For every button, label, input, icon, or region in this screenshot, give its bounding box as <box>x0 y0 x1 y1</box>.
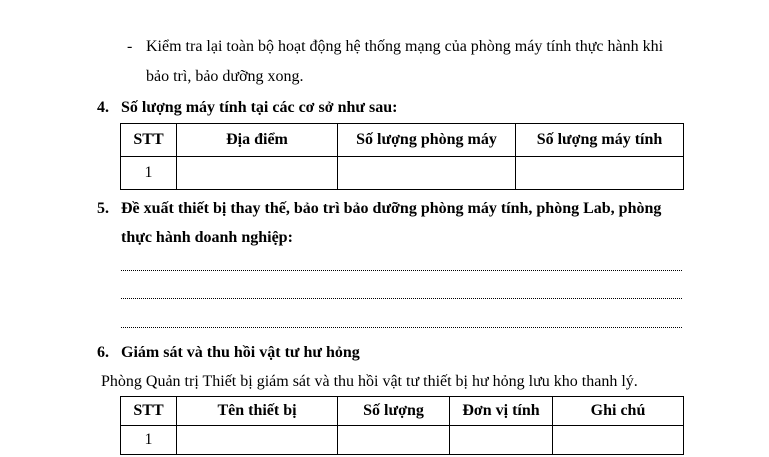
table-header-row <box>121 397 684 426</box>
computer-count-table <box>120 123 684 190</box>
table-row <box>121 157 684 190</box>
header-stt: STT <box>121 397 177 426</box>
table-header-row <box>121 124 684 157</box>
damaged-equipment-table <box>120 396 684 455</box>
section-5-title-line-1: Đề xuất thiết bị thay thế, bảo trì bảo dưỡng phòng máy tính, phòng Lab, phòng <box>121 200 662 217</box>
cell-notes <box>553 426 684 455</box>
cell-quantity <box>338 426 450 455</box>
header-room-count: Số lượng phòng máy <box>338 124 516 157</box>
section-4-title: Số lượng máy tính tại các cơ sở như sau: <box>121 99 398 116</box>
bullet-dash: - <box>127 38 133 55</box>
header-computer-count: Số lượng máy tính <box>516 124 684 157</box>
section-5-title-line-2: thực hành doanh nghiệp: <box>121 229 293 246</box>
dotted-answer-line <box>121 270 682 271</box>
header-notes: Ghi chú <box>553 397 684 426</box>
header-location: Địa điểm <box>177 124 338 157</box>
bullet-text-line-1: Kiểm tra lại toàn bộ hoạt động hệ thống mạng của phòng máy tính thực hành khi <box>146 38 664 55</box>
header-stt: STT <box>121 124 177 157</box>
dotted-answer-line <box>121 327 682 328</box>
section-6-title: Giám sát và thu hồi vật tư hư hỏng <box>121 344 360 361</box>
cell-stt: 1 <box>121 426 177 455</box>
table-row <box>121 426 684 455</box>
header-unit: Đơn vị tính <box>450 397 553 426</box>
cell-room-count <box>338 157 516 190</box>
cell-computer-count <box>516 157 684 190</box>
cell-location <box>177 157 338 190</box>
header-equipment-name: Tên thiết bị <box>177 397 338 426</box>
dotted-answer-line <box>121 298 682 299</box>
section-6-description: Phòng Quản trị Thiết bị giám sát và thu hồi vật tư thiết bị hư hỏng lưu kho thanh lý. <box>101 373 638 390</box>
section-5-number: 5. <box>97 200 109 217</box>
cell-equipment-name <box>177 426 338 455</box>
section-4-number: 4. <box>97 99 109 116</box>
header-quantity: Số lượng <box>338 397 450 426</box>
bullet-text-line-2: bảo trì, bảo dưỡng xong. <box>146 68 304 85</box>
cell-stt: 1 <box>121 157 177 190</box>
cell-unit <box>450 426 553 455</box>
section-6-number: 6. <box>97 344 109 361</box>
